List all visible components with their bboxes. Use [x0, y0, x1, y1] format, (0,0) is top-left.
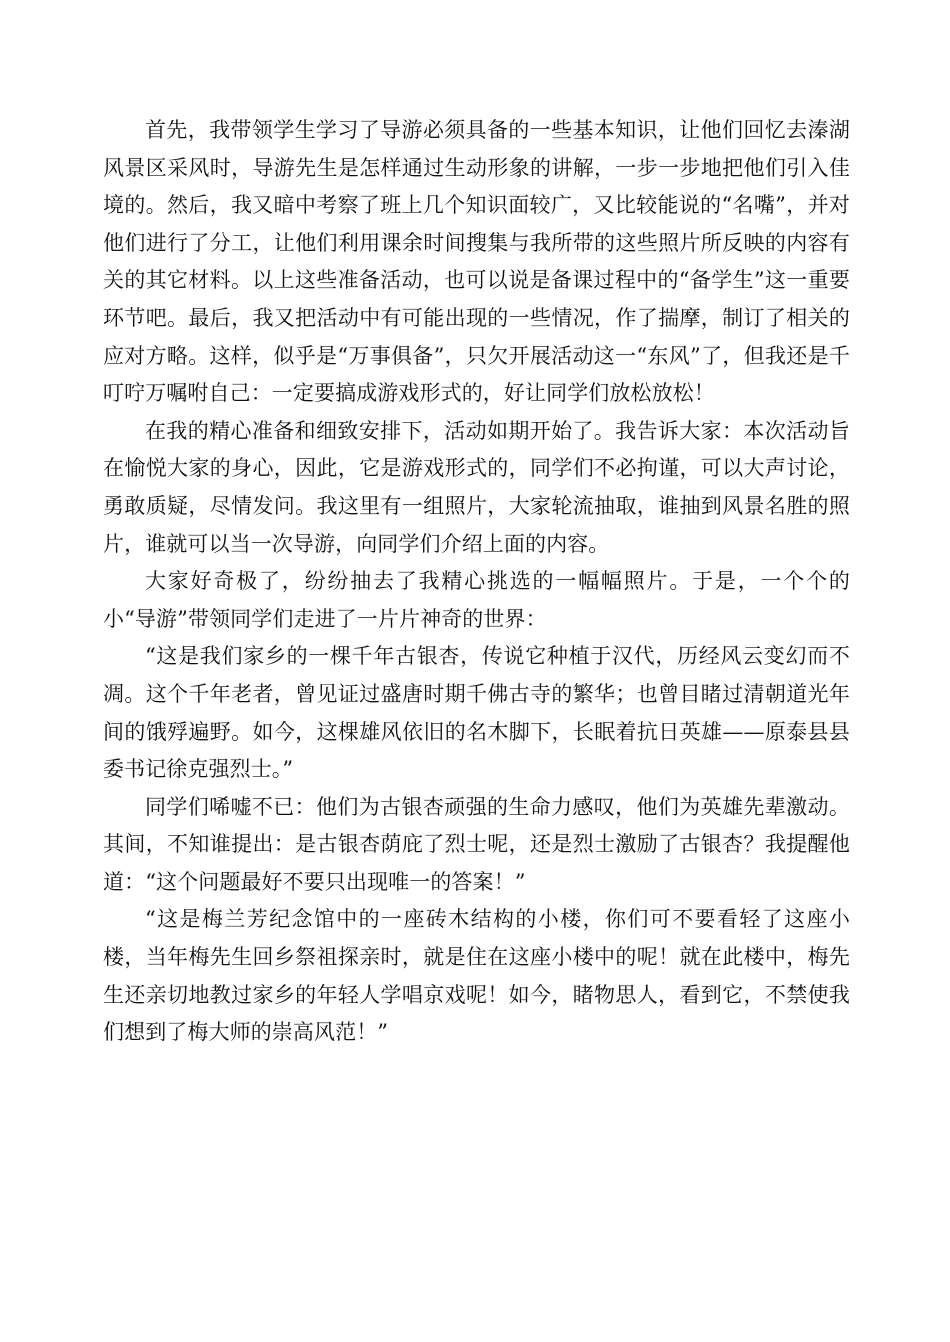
- paragraph-ginkgo-tour: “这是我们家乡的一棵千年古银杏，传说它种植于汉代，历经风云变幻而不凋。这个千年老者，曾见证过盛唐时期千佛古寺的繁华；也曾目睹过清朝道光年间的饿殍遍野。如今，这棵雄风依旧的名木脚下，长眠着抗日英雄——原泰县县委书记徐克强烈士。”: [103, 644, 850, 782]
- paragraph-activity-start: 在我的精心准备和细致安排下，活动如期开始了。我告诉大家：本次活动旨在愉悦大家的身心，因此，它是游戏形式的，同学们不必拘谨，可以大声讨论，勇敢质疑，尽情发问。我这里有一组照片，大家轮流抽取，谁抽到风景名胜的照片，谁就可以当一次导游，向同学们介绍上面的内容。: [103, 418, 850, 556]
- paragraph-students-reaction: 同学们唏嘘不已：他们为古银杏顽强的生命力感叹，他们为英雄先辈激动。其间，不知谁提出：是古银杏荫庇了烈士呢，还是烈士激励了古银杏？我提醒他道：“这个问题最好不要只出现唯一的答案！”: [103, 794, 850, 894]
- document-body: [103, 112, 850, 1052]
- paragraph-photo-draw: 大家好奇极了，纷纷抽去了我精心挑选的一幅幅照片。于是，一个个的小“导游”带领同学们走进了一片片神奇的世界：: [103, 569, 850, 631]
- paragraph-mei-lanfang-tour: “这是梅兰芳纪念馆中的一座砖木结构的小楼，你们可不要看轻了这座小楼，当年梅先生回乡祭祖探亲时，就是住在这座小楼中的呢！就在此楼中，梅先生还亲切地教过家乡的年轻人学唱京戏呢！如今，睹物思人，看到它，不禁使我们想到了梅大师的崇高风范！”: [103, 907, 850, 1045]
- paragraph-preparation: 首先，我带领学生学习了导游必须具备的一些基本知识，让他们回忆去溱湖风景区采风时，导游先生是怎样通过生动形象的讲解，一步一步地把他们引入佳境的。然后，我又暗中考察了班上几个知识面较广，又比较能说的“名嘴”，并对他们进行了分工，让他们利用课余时间搜集与我所带的这些照片所反映的内容有关的其它材料。以上这些准备活动，也可以说是备课过程中的“备学生”这一重要环节吧。最后，我又把活动中有可能出现的一些情况，作了揣摩，制订了相关的应对方略。这样，似乎是“万事俱备”，只欠开展活动这一“东风”了，但我还是千叮咛万嘱咐自己：一定要搞成游戏形式的，好让同学们放松放松！: [103, 118, 850, 406]
